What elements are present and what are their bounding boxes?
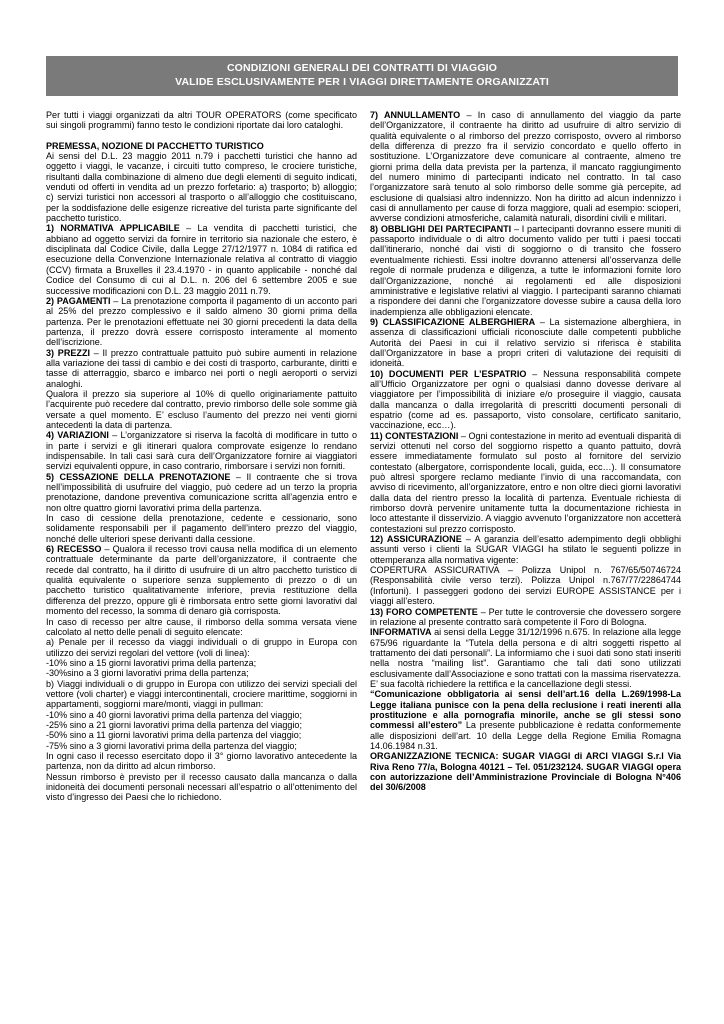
section-6-paragraph-2: In caso di recesso per altre cause, il rimborso della somma versata viene calcolato al netto delle penali di seguito elencate: xyxy=(46,616,357,637)
section-8-title: 8) OBBLIGHI DEI PARTECIPANTI xyxy=(370,223,512,234)
penalty-a-item: -30%sino a 3 giorni lavorativi prima della partenza; xyxy=(46,668,249,679)
section-11 xyxy=(370,431,681,534)
section-7-text: – In caso di annullamento del viaggio da parte dell’Organizzatore, il contraente ha diritto ad usufruire di altro servizio di qualità equivalente o al rimborso del prezzo corrisposto, ovvero al rimborso della differenza di prezzo fra il servizio concordato e quello offerto in sostituzione. L’Organizzatore deve comunicare al contraente, almeno tre giorni prima della data prevista per la partenza, il mancato raggiungimento del numero minimo di partecipanti indicato nel contratto. In tal caso l’organizzatore sarà tenuto al solo rimborso delle somme già percepite, ad esclusione di qualsiasi altro indennizzo. Non ha diritto ad alcun indennizzo i casi di annullamento per cause di forza maggiore, quali ad esempio: scioperi, avverse condizioni atmosferiche, calamità naturali, disordini civili e militari. xyxy=(370,110,681,224)
section-13-title: 13) FORO COMPETENTE xyxy=(370,606,478,617)
section-2-text: – La prenotazione comporta il pagamento di un acconto pari al 25% del prezzo complessivo e il saldo almeno 30 giorni prima della partenza. Per le prenotazioni effettuate nei 30 giorni precedenti la data della partenza, il prezzo dovrà essere corrisposto interamente al momento dell’iscrizione. xyxy=(46,295,357,348)
section-4 xyxy=(46,430,357,471)
penalty-a-item: -10% sino a 15 giorni lavorativi prima della partenza; xyxy=(46,657,257,668)
section-13-text: – Per tutte le controversie che dovessero sorgere in relazione al presente contratto sarà competente il Foro di Bologna. xyxy=(370,606,681,627)
section-10 xyxy=(370,369,681,431)
section-8 xyxy=(370,224,681,317)
document-header xyxy=(46,56,678,96)
left-column xyxy=(46,110,357,803)
section-7 xyxy=(370,110,681,224)
section-6-paragraph-3: In ogni caso il recesso esercitato dopo il 3° giorno lavorativo antecedente la partenza, non da diritto ad alcun rimborso. xyxy=(46,750,357,772)
section-11-text: – Ogni contestazione in merito ad eventuali disparità di servizi ottenuti nel corso del soggiorno rispetto a quanto pattuito, dovrà essere immediatamente formulato sul posto al fornitore del servizio contestato (albergatore, corrispondente locali, guida, ecc…). Il consumatore può altresì sporgere reclamo mediante l’invio di una raccomandata, con avviso di ricevimento, all’organizzatore, entro e non oltre dieci giorni lavorativi dalla data del rientro presso la località di partenza. Eventuale richiesta di rimborso dovrà pervenire unitamente tutta la documentazione richiesta in loco attestante il disservizio. A viaggio avvenuto l’organizzatore non accetterà contestazioni sul prezzo corrisposto. xyxy=(370,430,681,534)
section-1 xyxy=(46,223,357,295)
right-column xyxy=(370,110,681,793)
section-8-text: – I partecipanti dovranno essere muniti di passaporto individuale o di altro documento valido per tutti i paesi toccati dall’itinerario, nonché dai visti di soggiorno o di transito che fossero eventualmente richiesti. Essi inoltre dovranno attenersi all’osservanza delle regole di normale prudenza e diligenza, a tutte le informazioni fornite loro dall’Organizzazione, nonché ai regolamenti ed alle disposizioni amministrative e legislative relativi al viaggio. I partecipanti saranno chiamati a rispondere dei danni che l’organizzatore dovesse subire a causa della loro inadempienza alle obbligazioni elencate. xyxy=(370,223,681,317)
section-1-text: – La vendita di pacchetti turistici, che abbiano ad oggetto servizi da fornire in territorio sia nazionale che estero, è disciplinata dal Codice Civile, dalla Legge 27/12/1977 n. 1084 di ratifica ed esecuzione della Convenzione Internazionale relativa al contratto di viaggio (CCV) firmata a Bruxelles il 23.4.1970 - in quanto applicabile - nonché dal Codice del Consumo di cui al D.L. n. 206 del 6 settembre 2005 e sue successive modificazioni con D.L. 23 maggio 2011 n.79. xyxy=(46,223,357,296)
penalty-b-item: -25% sino a 21 giorni lavorativi prima della partenza del viaggio; xyxy=(46,719,302,730)
section-11-title: 11) CONTESTAZIONI xyxy=(370,430,459,441)
mandatory-communication xyxy=(370,689,681,751)
section-6-paragraph-4: Nessun rimborso è previsto per il recesso causato dalla mancanza o dalla inidoneità dei documenti personali necessari all’espatrio o all’ottenimento del visto d’ingresso dei Paesi che lo richiedono. xyxy=(46,771,357,803)
section-2-title: 2) PAGAMENTI xyxy=(46,295,111,306)
section-12-text: – A garanzia dell’esatto adempimento degli obblighi assunti verso i clienti la SUGAR VIAGGI ha stilato le seguenti polizze in ottemperanza alla normativa vigente: xyxy=(370,534,681,565)
penalty-b-item: -10% sino a 40 giorni lavorativi prima della partenza del viaggio; xyxy=(46,709,302,720)
mandatory-communication-bold: “Comunicazione obbligatoria ai sensi dell’art.16 della L.269/1998-La Legge italiana punisce con la pena della reclusione i reati inerenti alla prostituzione e alla pornografia minorile, anche se gli stessi sono commessi all’estero” xyxy=(370,689,681,731)
section-4-text: – L’organizzatore si riserva la facoltà di modificare in tutto o in parte i servizi e gli itinerari qualora comprovate esigenze lo rendano indispensabile. In tali casi sarà cura dell’Organizzatore fornire ai viaggiatori servizi equivalenti oppure, in caso contrario, rimborsare i servizi non forniti. xyxy=(46,430,357,472)
section-3 xyxy=(46,348,357,389)
section-10-title: 10) DOCUMENTI PER L’ESPATRIO xyxy=(370,368,527,379)
insurance-paragraph: COPERTURA ASSICURATIVA – Polizza Unipol n. 767/65/50746724 (Responsabilità civile verso terzi). Polizza Unipol n.767/77/22864744 (Infortuni). I passeggeri godono dei servizi EUROPE ASSISTANCE per i viaggi all’estero. xyxy=(370,565,681,607)
penalty-b-item: -50% sino a 11 giorni lavorativi prima della partenza del viaggio; xyxy=(46,730,302,741)
section-1-title: 1) NORMATIVA APPLICABILE xyxy=(46,223,180,234)
section-6-text: – Qualora il recesso trovi causa nella modifica di un elemento contrattuale determinante da parte dell’organizzatore, il contraente che recede dal contratto, ha il diritto di usufruire di un altro pacchetto turistico di qualità equivalente o superiore senza supplemento di prezzo o di un pacchetto turistico qualitativamente inferiore, previa restituzione della differenza del prezzo, oppure gli è rimborsata entro sette giorni lavorativi dal momento del recesso, la somma di denaro già corrisposta. xyxy=(46,544,357,617)
privacy-notice-title: INFORMATIVA xyxy=(370,627,432,638)
section-12-title: 12) ASSICURAZIONE xyxy=(370,534,462,545)
penalty-group-b: b) Viaggi individuali o di gruppo in Europa con utilizzo dei servizi speciali del vettore (voli charter) e viaggi intercontinentali, crociere marittime, soggiorni in appartamenti, soggiorni mare/monti, viaggi in pullman: xyxy=(46,678,357,710)
section-5-text: – Il contraente che si trova nell’impossibilità di usufruire del viaggio, può cedere ad un terzo la propria prenotazione, dandone preventiva comunicazione scritta all’agenzia entro e non oltre quattro giorni lavorativi prima della partenza. xyxy=(46,471,357,513)
section-5 xyxy=(46,472,357,513)
section-4-title: 4) VARIAZIONI xyxy=(46,430,109,441)
section-9-title: 9) CLASSIFICAZIONE ALBERGHIERA xyxy=(370,316,536,327)
privacy-notice xyxy=(370,627,681,689)
section-6 xyxy=(46,544,357,616)
section-3-text: – Il prezzo contrattuale pattuito può subire aumenti in relazione alla variazione dei tassi di cambio e dei costi di trasporto, carburante, diritti e tasse di atterraggio, sbarco e imbarco nei porti o negli aeroporti o servizi analoghi. xyxy=(46,347,357,389)
section-9 xyxy=(370,317,681,369)
privacy-notice-text: ai sensi della Legge 31/12/1996 n.675. In relazione alla legge 675/96 riguardante la “Tutela della persona e di altri soggetti rispetto al trattamento dei dati personali”. La informiamo che i suoi dati sono stati inseriti nella nostra “mailing list”. Garantiamo che tali dati sono utilizzati esclusivamente dall’Associazione e sono trattati con la massima riservatezza. E’ sua facoltà richiedere la rettifica e la cancellazione degli stessi. xyxy=(370,627,681,689)
section-3-title: 3) PREZZI xyxy=(46,347,90,358)
section-5-title: 5) CESSAZIONE DELLA PRENOTAZIONE xyxy=(46,471,231,482)
section-6-title: 6) RECESSO xyxy=(46,544,102,555)
section-5-paragraph-2: In caso di cessione della prenotazione, cedente e cessionario, sono solidamente responsabili per il pagamento dell’intero prezzo del viaggio, nonché delle ulteriori spese derivanti dalla cessione. xyxy=(46,513,357,544)
section-13 xyxy=(370,607,681,628)
premessa-paragraph: Ai sensi del D.L. 23 maggio 2011 n.79 i pacchetti turistici che hanno ad oggetto i viaggi, le vacanze, i circuiti tutto compreso, le crociere turistiche, risultanti dalla combinazione di almeno due degli elementi di seguito indicati, venduti od offerti in vendita ad un prezzo forfetario: a) trasporto; b) alloggio; c) servizi turistici non accessori al trasporto o all’alloggio che costituiscano, per la soddisfazione delle esigenze ricreative del turista parte significante del pacchetto turistico. xyxy=(46,151,357,224)
section-12 xyxy=(370,534,681,565)
premessa-heading: PREMESSA, NOZIONE DI PACCHETTO TURISTICO xyxy=(46,140,264,151)
intro-paragraph: Per tutti i viaggi organizzati da altri TOUR OPERATORS (come specificato sui singoli programmi) fanno testo le condizioni riportate dai loro cataloghi. xyxy=(46,110,357,131)
technical-organization: ORGANIZZAZIONE TECNICA: SUGAR VIAGGI di ARCI VIAGGI S.r.l Via Riva Reno 77/a, Bologna 40121 – Tel. 051/232124. SUGAR VIAGGI opera con autorizzazione dell’Amministrazione Provinciale di Bologna N°406 del 30/6/2008 xyxy=(370,751,681,793)
penalty-b-item: -75% sino a 3 giorni lavorativi prima della partenza del viaggio; xyxy=(46,740,297,751)
section-2 xyxy=(46,296,357,348)
section-7-title: 7) ANNULLAMENTO xyxy=(370,110,461,120)
mandatory-communication-text: La presente pubblicazione è redatta conformemente alle disposizioni dell’art. 10 della Legge della Regione Emilia Romagna 14.06.1984 n.31. xyxy=(370,720,681,751)
section-10-text: – Nessuna responsabilità compete all’Ufficio Organizzatore per ogni o qualsiasi danno dovesse derivare al viaggiatore per l’impossibilità di iniziare e/o proseguire il viaggio, causata dalla mancanza o dalla irregolarità di prescritti documenti personali di espatrio (come ad es. passaporto, visto consolare, certificato sanitario, vaccinazione, ecc…). xyxy=(370,368,681,431)
header-title-line1: CONDIZIONI GENERALI DEI CONTRATTI DI VIAGGIO xyxy=(226,62,498,74)
header-title-line2: VALIDE ESCLUSIVAMENTE PER I VIAGGI DIRETTAMENTE ORGANIZZATI xyxy=(175,75,549,88)
section-9-text: – La sistemazione alberghiera, in assenza di classificazioni ufficiali riconosciute dalle competenti pubbliche Autorità dei Paesi in cui il relativo servizio si riferisca è stabilita dall’Organizzatore in base a propri criteri di valutazione dei requisiti di idoneità. xyxy=(370,316,682,369)
section-3-paragraph-2: Qualora il prezzo sia superiore al 10% di quello originariamente pattuito l’acquirente può recedere dal contratto, previo rimborso delle sole somme già versate a quel momento. E’ escluso l’aumento del prezzo nei venti giorni antecedenti la data di partenza. xyxy=(46,388,357,430)
penalty-group-a: a) Penale per il recesso da viaggi individuali o di gruppo in Europa con utilizzo dei servizi regolari del vettore (voli di linea): xyxy=(46,637,357,658)
